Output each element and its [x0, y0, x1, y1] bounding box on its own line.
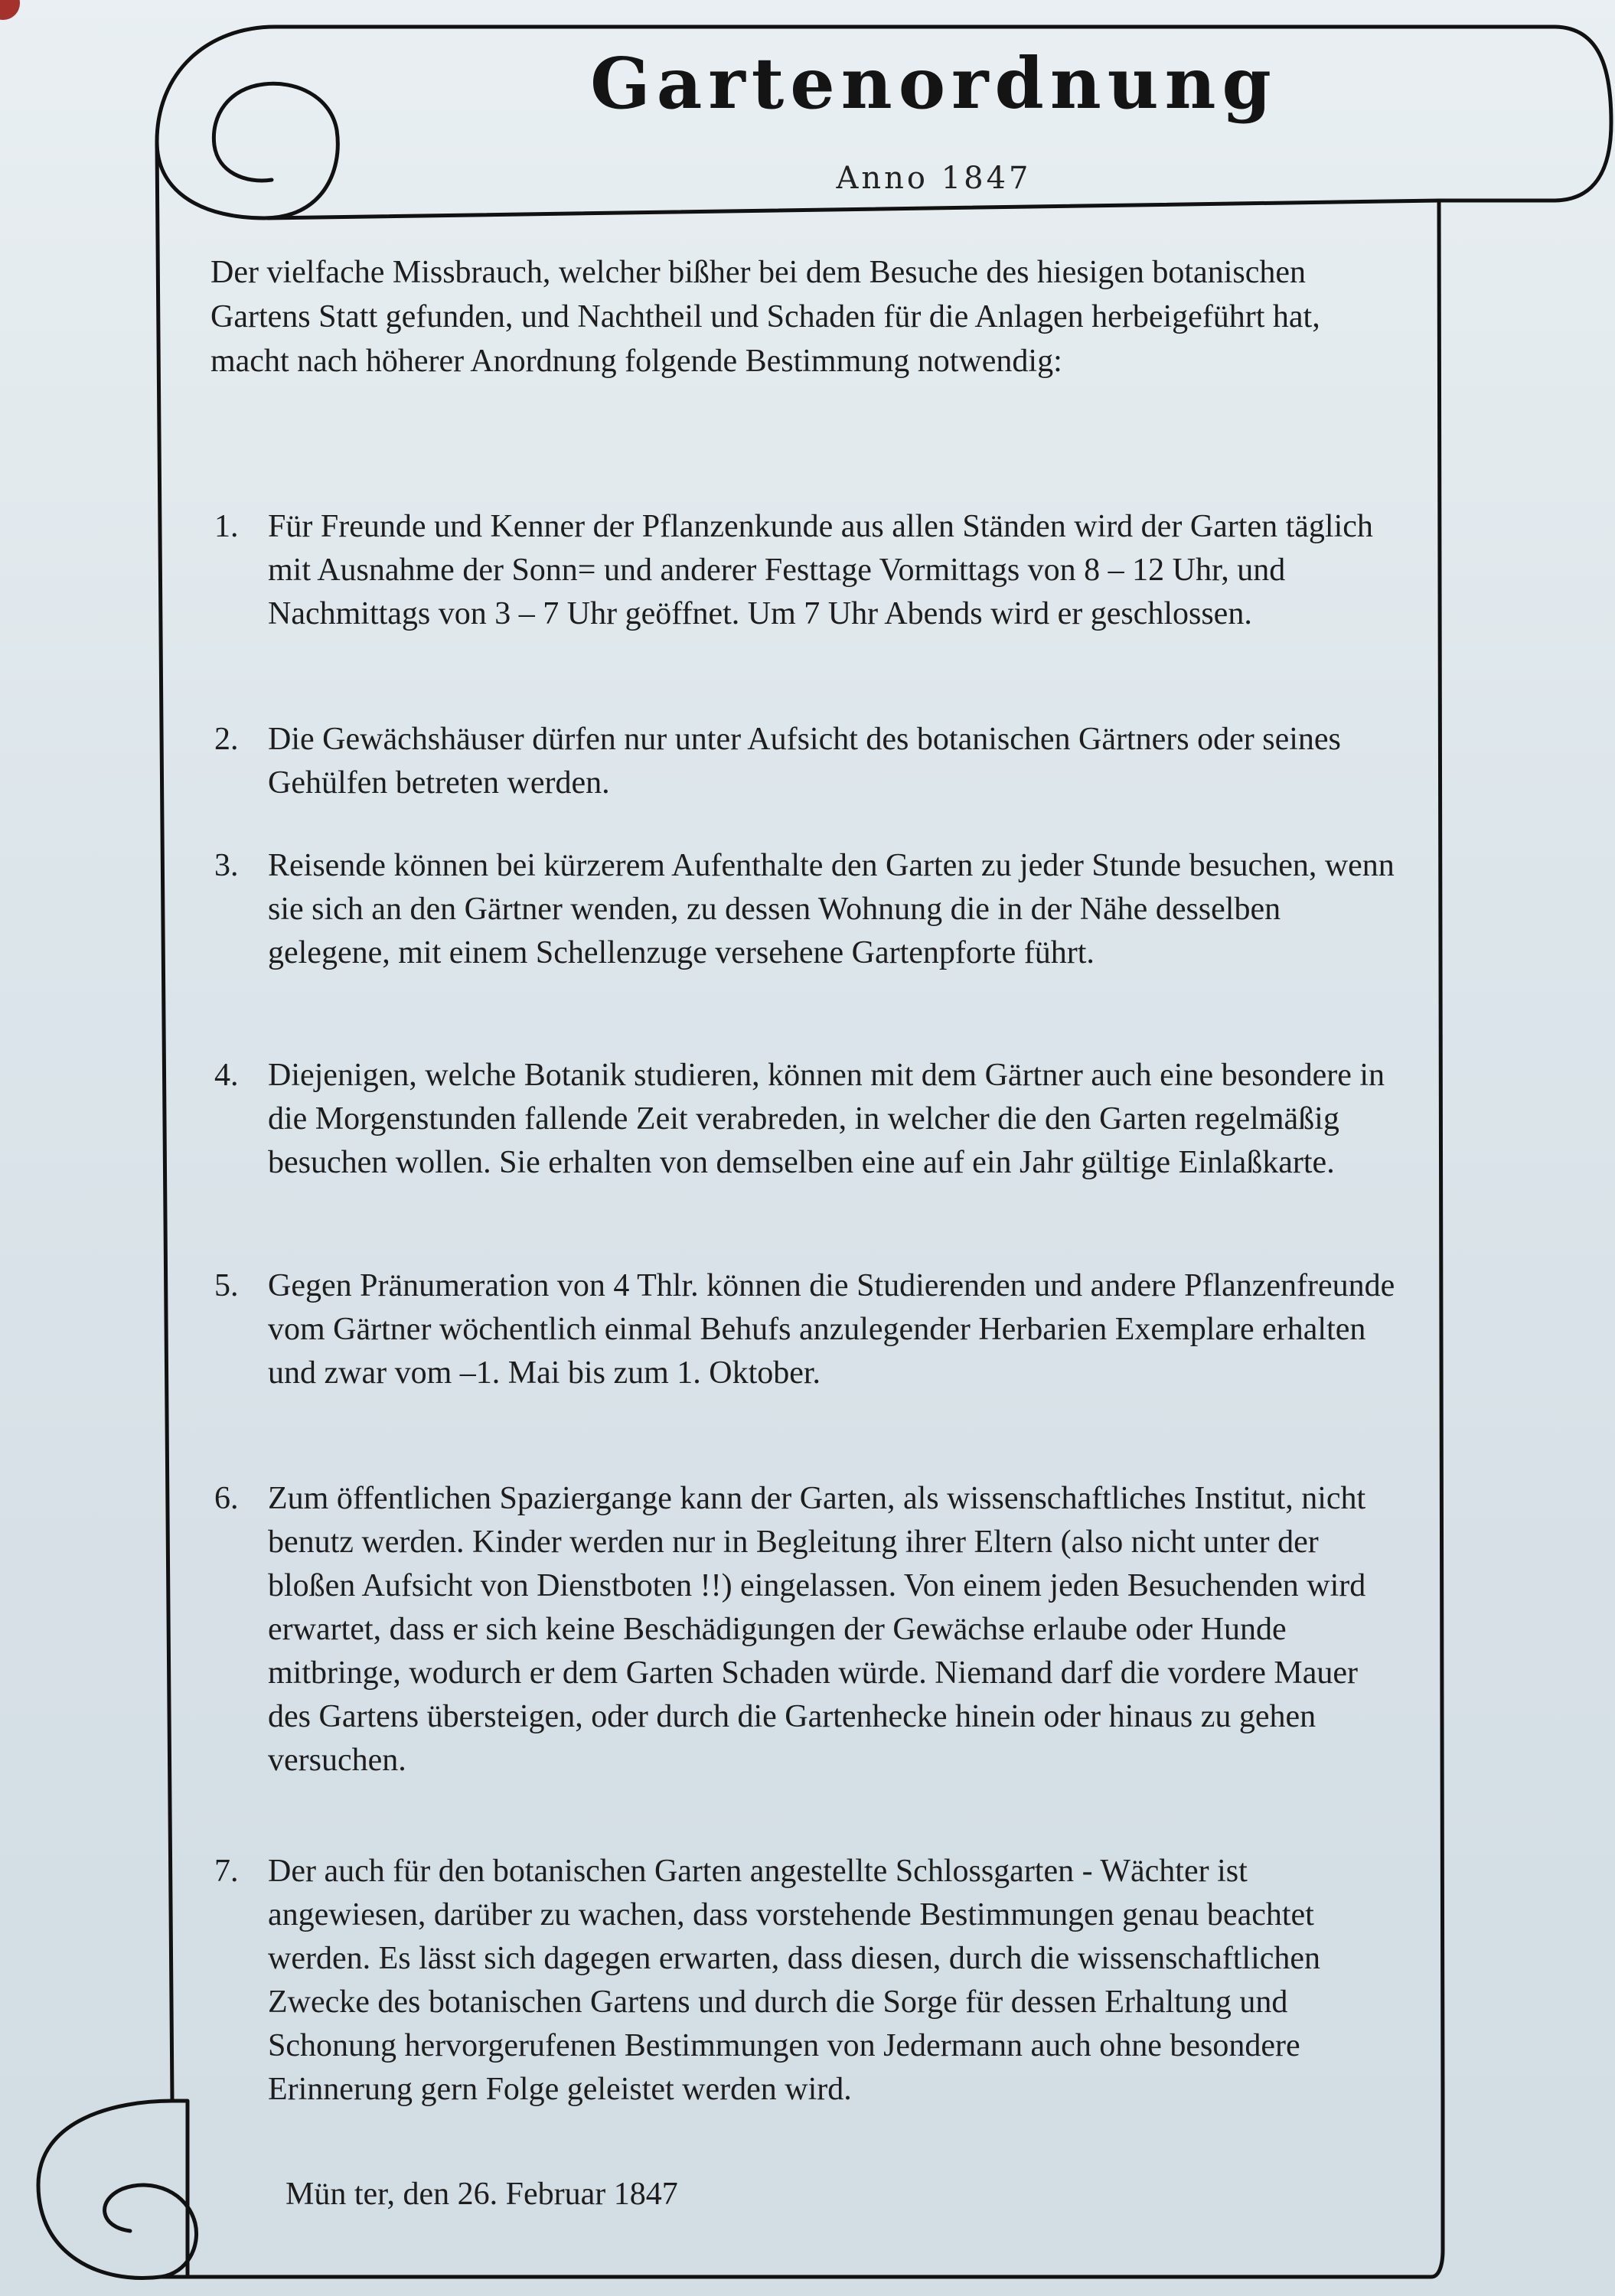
rule-text: Reisende können bei kürzerem Aufenthalte den Garten zu jeder Stunde besuchen, wenn sie sich an den Gärtner wenden, zu dessen Wohnung die in der Nähe desselben gelegene, mit einem Schellenzuge versehene Gartenpforte führt.: [268, 848, 1395, 970]
rule-text: Diejenigen, welche Botanik studieren, können mit dem Gärtner auch eine besondere in die Morgenstunden fallende Zeit verabreden, in welcher die den Garten regelmäßig besuchen wollen. Sie erhalten von demselben eine auf ein Jahr gültige Einlaßkarte.: [268, 1058, 1385, 1180]
rule-number: 2.: [214, 722, 239, 757]
rule-item: [214, 1477, 1401, 1782]
rule-item: [214, 505, 1401, 636]
scroll-left-edge: [157, 142, 172, 2101]
rule-item: [214, 718, 1401, 805]
rule-item: [214, 1850, 1401, 2112]
page-title: Gartenordnung: [590, 42, 1277, 125]
rule-text: Zum öffentlichen Spaziergange kann der Garten, als wissenschaftliches Institut, nicht benutz werden. Kinder werden nur in Begleitung ihrer Eltern (also nicht unter der bloßen Aufsicht von Dienstboten !!) eingelassen. Von einem jeden Besuchenden wird erwartet, dass er sich keine Beschädigungen der Gewächse erlaube oder Hunde mitbringe, wodurch er dem Garten Schaden würde. Niemand darf die vordere Mauer des Gartens übersteigen, oder durch die Gartenhecke hinein oder hinaus zu gehen versuchen.: [268, 1481, 1366, 1778]
rule-text: Der auch für den botanischen Garten angestellte Schlossgarten - Wächter ist angewiesen, darüber zu wachen, dass vorstehende Bestimmungen genau beachtet werden. Es lässt sich dagegen erwarten, dass diesen, durch die wissenschaftlichen Zwecke des botanischen Gartens und durch die Sorge für dessen Erhaltung und Schonung hervorgerufenen Bestimmungen von Jedermann auch ohne besondere Erinnerung gern Folge geleistet werden wird.: [268, 1854, 1321, 2107]
rule-number: 6.: [214, 1481, 239, 1516]
rule-text: Für Freunde und Kenner der Pflanzenkunde aus allen Ständen wird der Garten täglich mit Ausnahme der Sonn= und anderer Festtage Vormittags von 8 – 12 Uhr, und Nachmittags von 3 – 7 Uhr geöffnet. Um 7 Uhr Abends wird er geschlossen.: [268, 509, 1373, 631]
signature-line: Mün ter, den 26. Februar 1847: [285, 2177, 678, 2212]
rule-number: 7.: [214, 1854, 239, 1889]
rule-number: 3.: [214, 848, 239, 883]
scroll-bottom-inner-line: [172, 2101, 188, 2277]
rule-text: Die Gewächshäuser dürfen nur unter Aufsicht des botanischen Gärtners oder seines Gehülfen betreten werden.: [268, 722, 1341, 801]
scroll-top-inner-line: [268, 201, 1439, 218]
scroll-right-edge: [1439, 201, 1443, 2101]
scroll-bottom-spiral: [38, 2101, 197, 2278]
rule-text: Gegen Pränumeration von 4 Thlr. können die Studierenden und andere Pflanzenfreunde vom Gärtner wöchentlich einmal Behufs anzulegender Herbarien Exemplare erhalten und zwar vom –1. Mai bis zum 1. Oktober.: [268, 1268, 1395, 1391]
rule-item: [214, 844, 1401, 975]
rule-number: 5.: [214, 1268, 239, 1303]
page-subtitle: Anno 1847: [836, 161, 1032, 196]
intro-paragraph: Der vielfache Missbrauch, welcher bißher bei dem Besuche des hiesigen botanischen Gartens Statt gefunden, und Nachtheil und Schaden für die Anlagen herbeigeführt hat, macht nach höherer Anordnung folgende Bestimmung notwendig:: [210, 255, 1320, 379]
scroll-top-spiral: [157, 83, 338, 218]
rule-item: [214, 1054, 1401, 1185]
rule-number: 1.: [214, 509, 239, 544]
rule-number: 4.: [214, 1058, 239, 1093]
rule-item: [214, 1264, 1401, 1395]
